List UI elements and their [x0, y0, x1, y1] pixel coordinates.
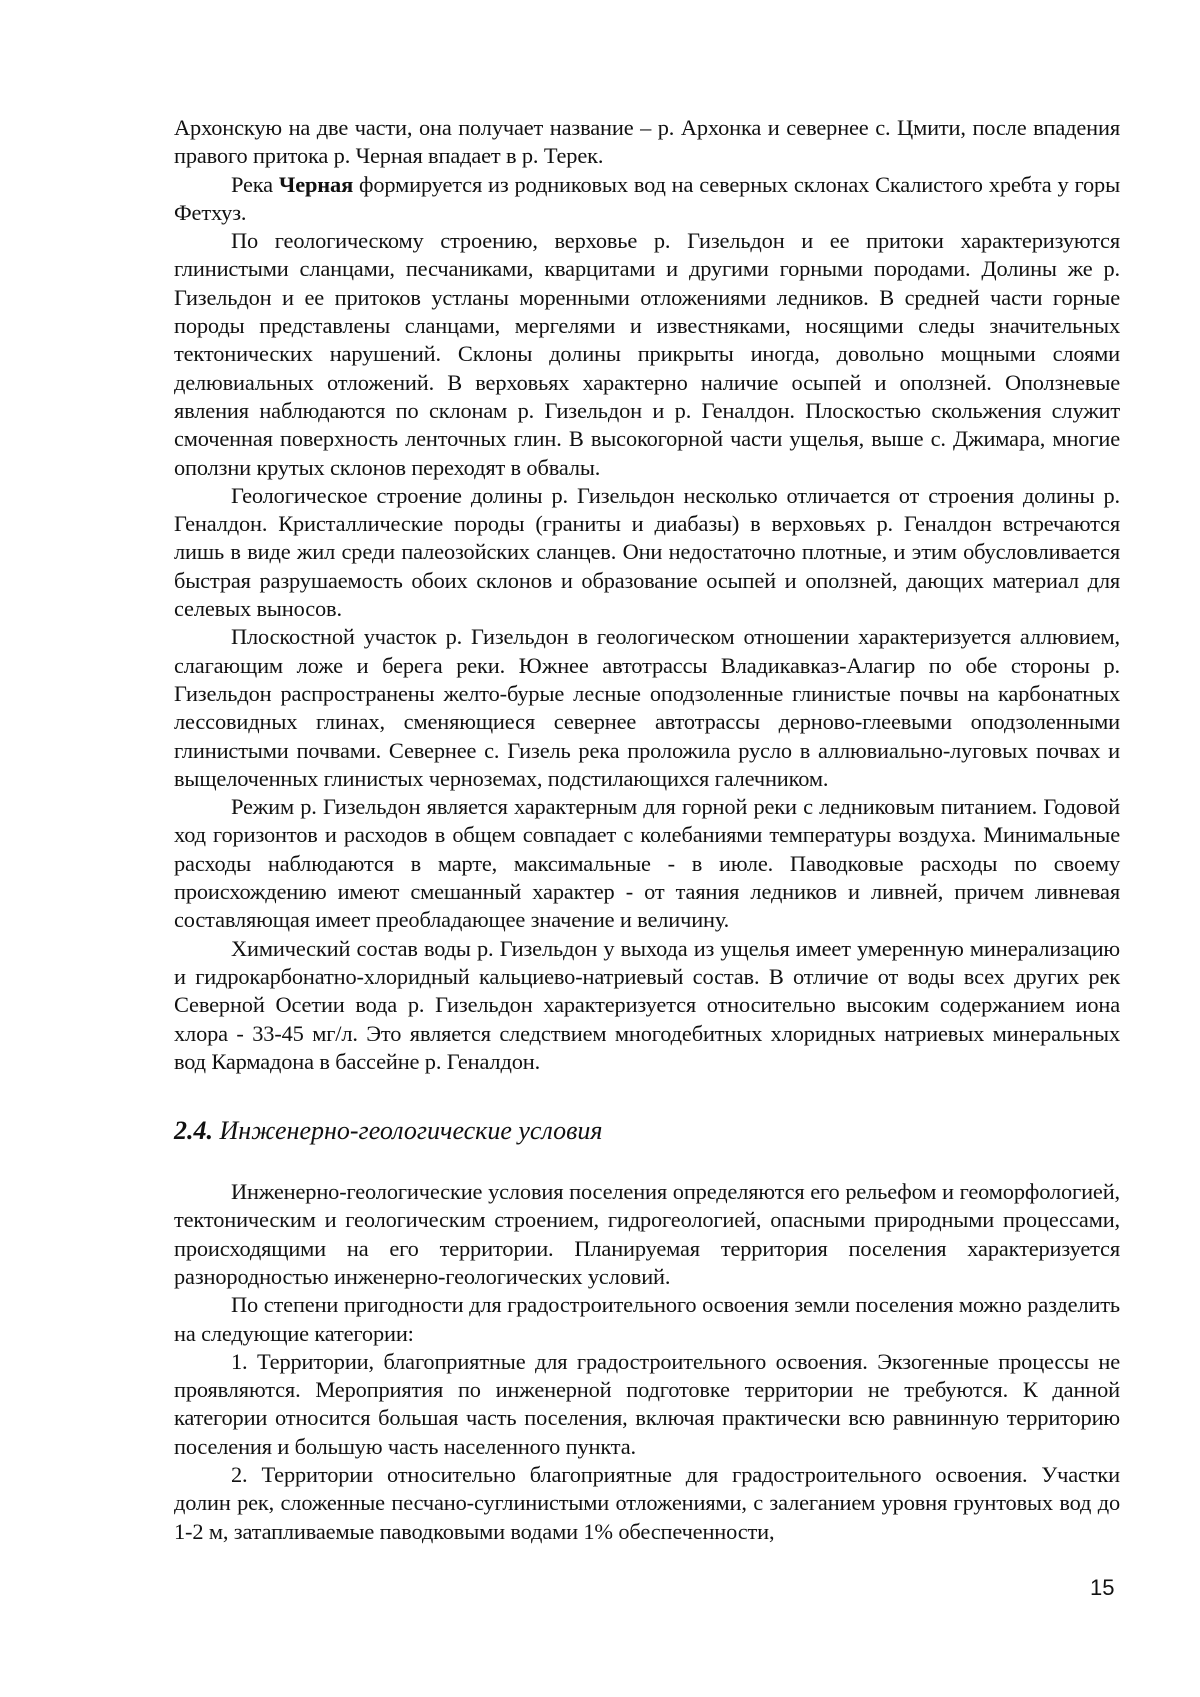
paragraph: Режим р. Гизельдон является характерным для горной реки с ледниковым питанием. Годовой ход горизонтов и расходов в общем совпадает с колебаниями температуры воздуха. Минимальные расходы наблюдаются в марте, максимальные - в июле. Паводковые расходы по своему происхождению имеют смешанный характер - от таяния ледников и ливней, причем ливневая составляющая имеет преобладающее значение и величину. — [174, 794, 1120, 933]
section-number: 2.4. — [174, 1116, 213, 1146]
paragraph: Архонскую на две части, она получает название – р. Архонка и севернее с. Цмити, после впадения правого притока р. Черная впадает в р. Терек. — [174, 115, 1120, 169]
section-heading — [174, 1116, 1120, 1146]
paragraph: Инженерно-геологические условия поселения определяются его рельефом и геоморфологией, тектоническим и геологическим строением, гидрогеологией, опасными природными процессами, происходящими на его территории. Планируемая территория поселения характеризуется разнородностью инженерно-геологических условий. — [174, 1179, 1120, 1289]
paragraph-chernaya — [174, 171, 1120, 228]
section-title: Инженерно-геологические условия — [213, 1116, 603, 1146]
paragraph: Геологическое строение долины р. Гизельдон несколько отличается от строения долины р. Геналдон. Кристаллические породы (граниты и диабазы) в верховьях р. Геналдон встречаются лишь в виде жил среди палеозойских сланцев. Они недостаточно плотные, и этим обусловливается быстрая разрушаемость обоих склонов и образование осыпей и оползней, дающих материал для селевых выносов. — [174, 482, 1120, 622]
page-number: 15 — [1090, 1575, 1115, 1600]
paragraph: Химический состав воды р. Гизельдон у выхода из ущелья имеет умеренную минерализацию и гидрокарбонатно-хлоридный кальциево-натриевый состав. В отличие от воды всех других рек Северной Осетии вода р. Гизельдон характеризуется относительно высоким содержанием иона хлора - 33-45 мг/л. Это является следствием многодебитных хлоридных натриевых минеральных вод Кармадона в бассейне р. Геналдон. — [174, 935, 1120, 1074]
paragraph: Плоскостной участок р. Гизельдон в геологическом отношении характеризуется аллювием, слагающим ложе и берега реки. Южнее автотрассы Владикавказ-Алагир по обе стороны р. Гизельдон распространены желто-бурые лесные оподзоленные глинистые почвы на карбонатных лессовидных глинах, сменяющиеся севернее автотрассы дерново-глеевыми оподзоленными глинистыми почвами. Севернее с. Гизель река проложила русло в аллювиально-луговых почвах и выщелоченных глинистых черноземах, подстилающихся галечником. — [174, 624, 1120, 791]
document-page — [174, 114, 1120, 1546]
list-item: 2. Территории относительно благоприятные для градостроительного освоения. Участки долин рек, сложенные песчано-суглинистыми отложениями, с залеганием уровня грунтовых вод до 1-2 м, затапливаемые паводковыми водами 1% обеспеченности, — [174, 1462, 1120, 1544]
text-run: формируется из родниковых вод на северных склонах Скалистого хребта у горы Фетхуз. — [174, 171, 1120, 225]
paragraph: По геологическому строению, верховье р. Гизельдон и ее притоки характеризуются глинистыми сланцами, песчаниками, кварцитами и другими горными породами. Долины же р. Гизельдон и ее притоков устланы моренными отложениями ледников. В средней части горные породы представлены сланцами, мергелями и известняками, носящими следы значительных тектонических нарушений. Склоны долины прикрыты иногда, довольно мощными слоями делювиальных отложений. В верховьях характерно наличие осыпей и оползней. Оползневые явления наблюдаются по склонам р. Гизельдон и р. Геналдон. Плоскостью скольжения служит смоченная поверхность ленточных глин. В высокогорной части ущелья, выше с. Джимара, многие оползни крутых склонов переходят в обвалы. — [174, 228, 1120, 480]
bold-term: Черная — [278, 171, 354, 197]
text-run: Река — [231, 171, 279, 197]
paragraph: По степени пригодности для градостроительного освоения земли поселения можно разделить на следующие категории: — [174, 1292, 1120, 1346]
list-item: 1. Территории, благоприятные для градостроительного освоения. Экзогенные процессы не проявляются. Мероприятия по инженерной подготовке территории не требуются. К данной категории относится большая часть поселения, включая практически всю равнинную территорию поселения и большую часть населенного пункта. — [174, 1348, 1120, 1459]
